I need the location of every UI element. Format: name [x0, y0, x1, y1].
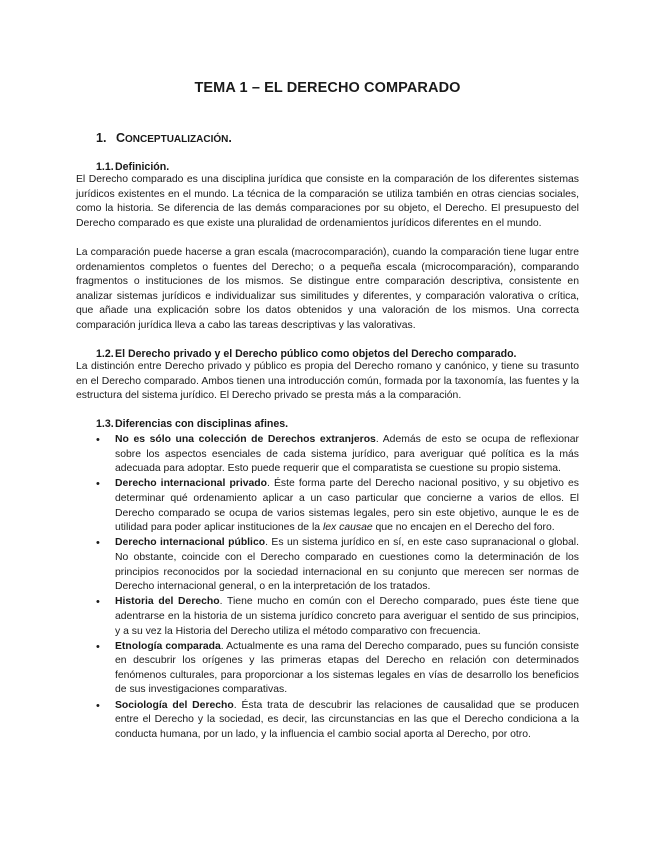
- list-item: [96, 640, 579, 698]
- list-item-term: Derecho internacional privado: [115, 478, 267, 490]
- section-title-rest: ONCEPTUALIZACIÓN: [125, 134, 229, 145]
- paragraph-definicion-2: La comparación puede hacerse a gran escala (macrocomparación), cuando la comparación tiene lugar entre ordenamientos completos o fuentes del Derecho; o a pequeña escala (microcomparación), comparando fragmentos o instituciones de los mismos. Se distingue entre comparación descriptiva, consistente en analizar sistemas jurídicos e individualizar sus similitudes y diferentes, y comparación valorativa o crítica, que añade una explicación sobre los datos obtenidos y una valoración de los mismos. Una correcta comparación jurídica lleva a cabo las tareas descriptivas y las valorativas.: [76, 247, 579, 331]
- page-title: TEMA 1 – EL DERECHO COMPARADO: [194, 80, 461, 96]
- list-item: [96, 477, 579, 535]
- list-item-term: Sociología del Derecho: [115, 699, 234, 711]
- section-number: 1.: [96, 131, 107, 145]
- list-item-text: . Éste forma parte del Derecho nacional positivo, y su objetivo es determinar qué ordenamiento aplicar a un caso particular que concierne a varios de ellos. El Derecho comparado se ocupa de varios sistemas legales, pero sin este objetivo, aunque le es de utilidad para poder aplicar instituciones de la: [115, 478, 579, 534]
- list-item: [96, 595, 579, 639]
- subsection-heading-definicion: [96, 161, 169, 173]
- paragraph-derecho-privado-publico: La distinción entre Derecho privado y público es propia del Derecho romano y canónico, y tiene su trasunto en el Derecho comparado. Ambos tienen una introducción común, formada por la taxonomía, las fuentes y la estructura del sistema jurídico. El Derecho privado se presta más a la comparación.: [76, 361, 579, 402]
- differences-list: [96, 433, 579, 743]
- subsection-number: 1.2.: [96, 348, 114, 360]
- list-item: [96, 536, 579, 594]
- list-item-text: . Actualmente es una rama del Derecho comparado, pues su función consiste en descubrir los orígenes y las primeras etapas del Derecho en relación con determinados fenómenos culturales, para proporcionar a los sistemas legales en vías de desarrollo los beneficios de sus investigaciones comparativas.: [115, 640, 579, 696]
- list-item-term: Historia del Derecho: [115, 596, 220, 608]
- list-item-term: No es sólo una colección de Derechos extranjeros: [115, 434, 376, 445]
- subsection-heading-diferencias: [96, 418, 288, 430]
- bullet-icon: •: [96, 596, 100, 609]
- section-heading-conceptualizacion: [96, 131, 232, 145]
- list-item-text-tail: que no encajen en el Derecho del foro.: [372, 522, 555, 534]
- list-item-text: . Ésta trata de descubrir las relaciones de causalidad que se producen entre el Derecho y la sociedad, es decir, las circunstancias en las que el Derecho condiciona a la conducta humana, por un lado, y la influencia el cambio social aporta al Derecho, por otro.: [115, 699, 579, 740]
- paragraph-definicion-1: El Derecho comparado es una disciplina jurídica que consiste en la comparación de los diferentes sistemas jurídicos existentes en el mundo. La técnica de la comparación se utiliza también en otras ciencias sociales, como la historia. Se diferencia de las demás comparaciones por su objeto, el Derecho. El presupuesto del Derecho comparado es que existe una pluralidad de ordenamientos jurídicos diferentes en el mundo.: [76, 174, 579, 229]
- section-title-initial: C: [116, 131, 126, 145]
- subsection-title: El Derecho privado y el Derecho público como objetos del Derecho comparado.: [115, 348, 517, 360]
- bullet-icon: •: [96, 640, 100, 653]
- list-item-text: . Además de esto se ocupa de reflexionar sobre los aspectos esenciales de cada sistema jurídico, para averiguar qué política es la más adecuada para adoptar. Esto puede requerir que el comparatista se cuestione su propio sistema.: [115, 434, 579, 475]
- bullet-icon: •: [96, 699, 100, 712]
- subsection-number: 1.1.: [96, 161, 114, 173]
- list-item-term: Derecho internacional público: [115, 537, 266, 549]
- list-item-text: . Tiene mucho en común con el Derecho comparado, pues éste tiene que adentrarse en la historia de un sistema jurídico concreto para averiguar el sentido de sus principios, y a su vez la Historia del Derecho utiliza el método comparativo con frecuencia.: [115, 596, 579, 637]
- subsection-number: 1.3.: [96, 418, 114, 430]
- list-item-text: . Es un sistema jurídico en sí, en este caso supranacional o global. No obstante, coincide con el Derecho comparado en cuestiones como la determinación de los principios reconocidos por la sociedad internacional en su conjunto que merecen ser normas de Derecho internacional general, o en la interpretación de los tratados.: [115, 537, 579, 593]
- list-item: [96, 433, 579, 477]
- subsection-title: Diferencias con disciplinas afines.: [115, 418, 289, 430]
- bullet-icon: •: [96, 537, 100, 550]
- bullet-icon: •: [96, 478, 100, 491]
- list-item: [96, 699, 579, 743]
- section-title-dot: .: [228, 131, 232, 145]
- subsection-heading-derecho-privado-publico: [96, 348, 516, 360]
- list-item-italic-term: lex causae: [322, 522, 373, 534]
- subsection-title: Definición.: [115, 161, 170, 173]
- bullet-icon: •: [96, 434, 100, 446]
- list-item-term: Etnología comparada: [115, 640, 221, 652]
